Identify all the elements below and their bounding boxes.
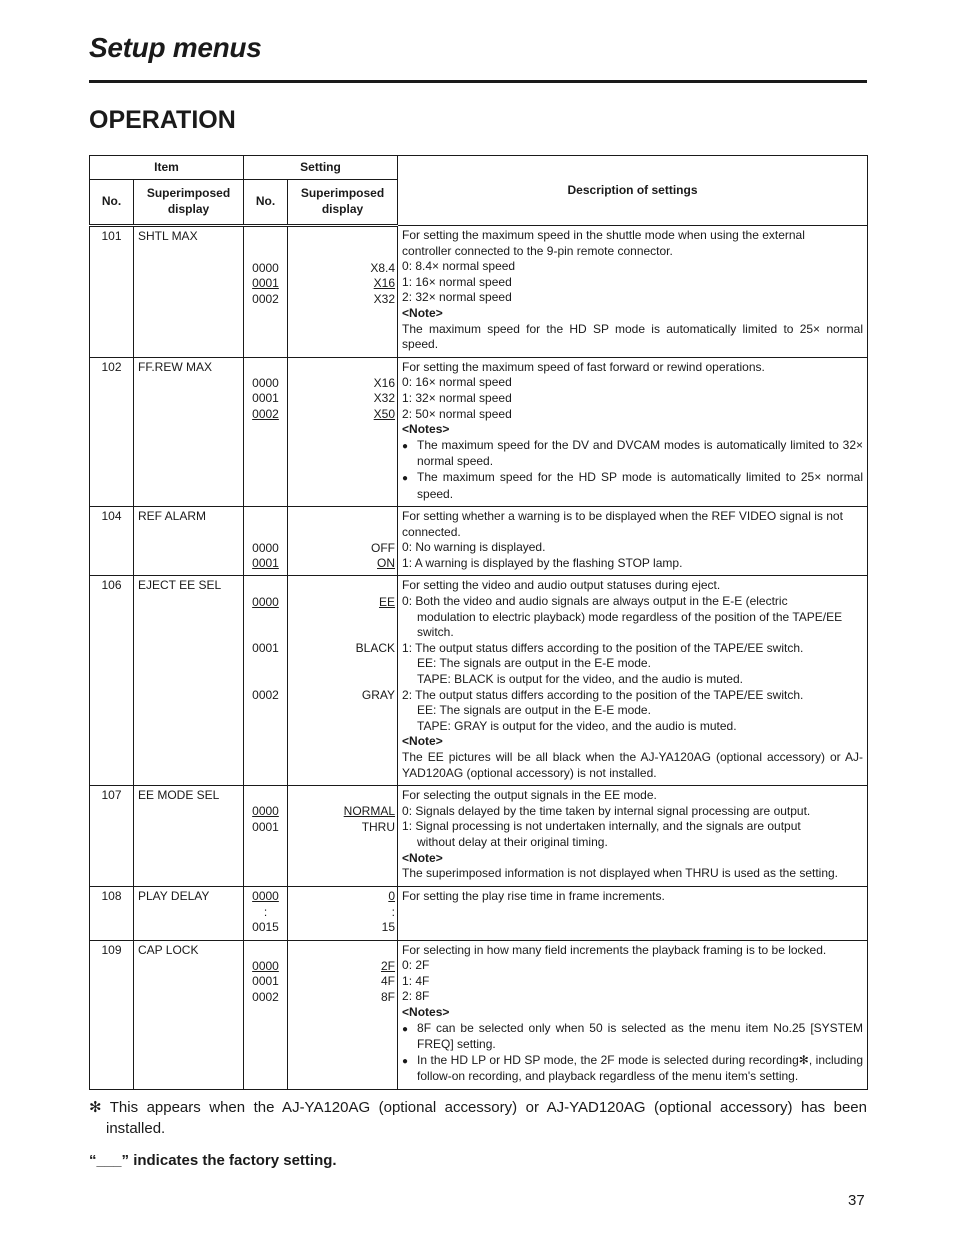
setting-display-value: 4F xyxy=(381,974,396,989)
item-display: CAP LOCK xyxy=(134,940,244,1089)
item-number: 107 xyxy=(90,786,134,887)
description-line: modulation to electric playback) mode regardless of the position of the TAPE/EE xyxy=(417,609,843,624)
setting-number: 0000 xyxy=(252,260,279,275)
header-description: Description of settings xyxy=(398,156,868,226)
setting-display-value: 15 xyxy=(381,920,396,935)
description-line: For setting the video and audio output statuses during eject. xyxy=(402,578,721,593)
setting-number: 0000 xyxy=(252,889,279,904)
description-cell xyxy=(398,886,868,940)
setting-number: 0002 xyxy=(252,688,279,703)
description-cell xyxy=(398,226,868,358)
setting-number: 0001 xyxy=(252,641,279,656)
description-line: For selecting the output signals in the EE mode. xyxy=(402,788,657,803)
description-line: 2: 50× normal speed xyxy=(402,406,512,421)
setting-display-value: X32 xyxy=(373,391,396,406)
description-line: 2: 8F xyxy=(402,989,430,1004)
description-line: controller connected to the 9-pin remote connector. xyxy=(402,243,673,258)
item-number: 108 xyxy=(90,886,134,940)
setting-number: 0001 xyxy=(252,556,279,571)
description-line: without delay at their original timing. xyxy=(417,834,608,849)
setting-displays xyxy=(288,786,398,887)
setting-display-value: GRAY xyxy=(361,688,396,703)
setting-display-value: X16 xyxy=(373,375,396,390)
setting-displays xyxy=(288,507,398,576)
description-line: 1: 4F xyxy=(402,973,430,988)
item-number: 109 xyxy=(90,940,134,1089)
description-line: The maximum speed for the HD SP mode is automatically limited to 25× normal speed. xyxy=(402,321,864,352)
header-setting: Setting xyxy=(244,156,398,180)
description-line: 1: 32× normal speed xyxy=(402,390,512,405)
note-heading: <Note> xyxy=(402,305,443,320)
note-heading: <Notes> xyxy=(402,422,450,437)
setting-numbers xyxy=(244,226,288,358)
setting-number: 0002 xyxy=(252,291,279,306)
table-row xyxy=(90,886,868,940)
item-number: 104 xyxy=(90,507,134,576)
setting-numbers xyxy=(244,940,288,1089)
note-heading: <Note> xyxy=(402,734,443,749)
item-number: 106 xyxy=(90,576,134,786)
bullet-icon: ● xyxy=(402,1055,409,1067)
setting-number: 0001 xyxy=(252,974,279,989)
description-line: For setting whether a warning is to be displayed when the REF VIDEO signal is not xyxy=(402,509,843,524)
item-display: REF ALARM xyxy=(134,507,244,576)
setting-number: 0000 xyxy=(252,594,279,609)
setting-number: 0001 xyxy=(252,276,279,291)
description-cell xyxy=(398,786,868,887)
setting-numbers xyxy=(244,507,288,576)
description-cell xyxy=(398,357,868,506)
setting-display-value: 0 xyxy=(388,889,396,904)
factory-setting-note: “___” indicates the factory setting. xyxy=(89,1152,337,1169)
setting-numbers xyxy=(244,886,288,940)
setting-number: 0000 xyxy=(252,375,279,390)
setting-number: : xyxy=(263,904,268,919)
item-number: 101 xyxy=(90,226,134,358)
setting-displays xyxy=(288,940,398,1089)
table-row xyxy=(90,507,868,576)
description-line: For setting the play rise time in frame increments. xyxy=(402,888,665,903)
description-line: 0: Both the video and audio signals are always output in the E-E (electric xyxy=(402,594,788,609)
header-item-no: No. xyxy=(90,180,134,226)
table-body xyxy=(90,226,868,1090)
description-line: The superimposed information is not displayed when THRU is used as the setting. xyxy=(402,866,839,881)
page-title: Setup menus xyxy=(89,32,262,63)
setting-displays xyxy=(288,226,398,358)
setting-number: 0015 xyxy=(252,920,279,935)
description-line: TAPE: BLACK is output for the video, and the audio is muted. xyxy=(417,672,743,687)
setting-number: 0000 xyxy=(252,958,279,973)
description-line xyxy=(402,470,863,502)
description-line: 0: 2F xyxy=(402,958,430,973)
setting-display-value: X50 xyxy=(373,407,396,422)
setting-display-value: THRU xyxy=(361,819,396,834)
description-line: EE: The signals are output in the E-E mode. xyxy=(417,703,651,718)
setting-display-value: ON xyxy=(377,556,396,571)
setting-numbers xyxy=(244,786,288,887)
description-line: EE: The signals are output in the E-E mode. xyxy=(417,656,651,671)
item-display: EE MODE SEL xyxy=(134,786,244,887)
item-display: EJECT EE SEL xyxy=(134,576,244,786)
description-line: For setting the maximum speed of fast forward or rewind operations. xyxy=(402,359,765,374)
settings-table xyxy=(89,155,868,1090)
bullet-text: 8F can be selected only when 50 is selected as the menu item No.25 [SYSTEM FREQ] setting. xyxy=(417,1020,864,1052)
bullet-icon: ● xyxy=(402,440,409,452)
setting-number: 0002 xyxy=(252,989,279,1004)
header-item-display: Superimposed display xyxy=(134,180,244,226)
header-setting-display: Superimposed display xyxy=(288,180,398,226)
note-heading: <Note> xyxy=(402,850,443,865)
description-line: TAPE: GRAY is output for the video, and the audio is muted. xyxy=(417,718,737,733)
description-line: 1: Signal processing is not undertaken internally, and the signals are output xyxy=(402,819,801,834)
description-line: For setting the maximum speed in the shuttle mode when using the external xyxy=(402,228,805,242)
title-rule xyxy=(89,80,867,83)
bullet-text: The maximum speed for the HD SP mode is automatically limited to 25× normal speed. xyxy=(417,469,864,501)
description-line xyxy=(402,1021,863,1053)
table-row xyxy=(90,786,868,887)
setting-display-value: : xyxy=(391,904,396,919)
description-line: 0: 16× normal speed xyxy=(402,375,512,390)
item-display: FF.REW MAX xyxy=(134,357,244,506)
setting-display-value: X32 xyxy=(373,291,396,306)
setting-display-value: 8F xyxy=(381,989,396,1004)
description-line: 0: 8.4× normal speed xyxy=(402,259,516,274)
description-line: 0: No warning is displayed. xyxy=(402,540,546,555)
bullet-icon: ● xyxy=(402,472,409,484)
setting-number: 0002 xyxy=(252,407,279,422)
page-number: 37 xyxy=(848,1192,865,1209)
table-row xyxy=(90,357,868,506)
description-line xyxy=(402,438,863,470)
description-line xyxy=(402,1053,863,1085)
description-line: 1: 16× normal speed xyxy=(402,274,512,289)
description-line: 1: A warning is displayed by the flashing STOP lamp. xyxy=(402,555,683,570)
description-line: 1: The output status differs according to the position of the TAPE/EE switch. xyxy=(402,640,804,655)
item-display: PLAY DELAY xyxy=(134,886,244,940)
item-number: 102 xyxy=(90,357,134,506)
description-line: For selecting in how many field increments the playback framing is to be locked. xyxy=(402,942,827,957)
section-title: OPERATION xyxy=(89,106,236,134)
setting-displays xyxy=(288,357,398,506)
description-line: connected. xyxy=(402,524,461,539)
bullet-icon: ● xyxy=(402,1023,409,1035)
setting-display-value: X16 xyxy=(373,276,396,291)
header-item: Item xyxy=(90,156,244,180)
description-line: switch. xyxy=(417,625,454,640)
setting-numbers xyxy=(244,576,288,786)
setting-number: 0001 xyxy=(252,391,279,406)
footnote: ✻ This appears when the AJ-YA120AG (optional accessory) or AJ-YAD120AG (optional accessory) has been installed. xyxy=(89,1099,867,1137)
setting-display-value: EE xyxy=(379,594,396,609)
setting-number: 0000 xyxy=(252,804,279,819)
description-line: 2: The output status differs according to the position of the TAPE/EE switch. xyxy=(402,687,804,702)
header-setting-no: No. xyxy=(244,180,288,226)
setting-number: 0000 xyxy=(252,540,279,555)
description-line: 0: Signals delayed by the time taken by internal signal processing are output. xyxy=(402,803,811,818)
description-line: 2: 32× normal speed xyxy=(402,290,512,305)
table-row xyxy=(90,576,868,786)
setting-displays xyxy=(288,886,398,940)
bullet-text: In the HD LP or HD SP mode, the 2F mode is selected during recording✻, including follow-on recording, and playback regardless of the menu item's setting. xyxy=(417,1052,864,1084)
bullet-text: The maximum speed for the DV and DVCAM modes is automatically limited to 32× normal speed. xyxy=(417,437,864,469)
setting-display-value: BLACK xyxy=(355,641,396,656)
description-cell xyxy=(398,507,868,576)
setting-display-value: X8.4 xyxy=(370,260,396,275)
item-display: SHTL MAX xyxy=(134,226,244,358)
setting-displays xyxy=(288,576,398,786)
setting-display-value: 2F xyxy=(381,958,396,973)
table-row xyxy=(90,226,868,358)
setting-display-value: NORMAL xyxy=(343,804,396,819)
setting-numbers xyxy=(244,357,288,506)
description-cell xyxy=(398,940,868,1089)
table-row xyxy=(90,940,868,1089)
description-cell xyxy=(398,576,868,786)
description-line: The EE pictures will be all black when the AJ-YA120AG (optional accessory) or AJ-YAD120AG (optional accessory) is not installed. xyxy=(402,750,864,780)
note-heading: <Notes> xyxy=(402,1004,450,1019)
setting-display-value: OFF xyxy=(371,540,396,555)
setting-number: 0001 xyxy=(252,819,279,834)
